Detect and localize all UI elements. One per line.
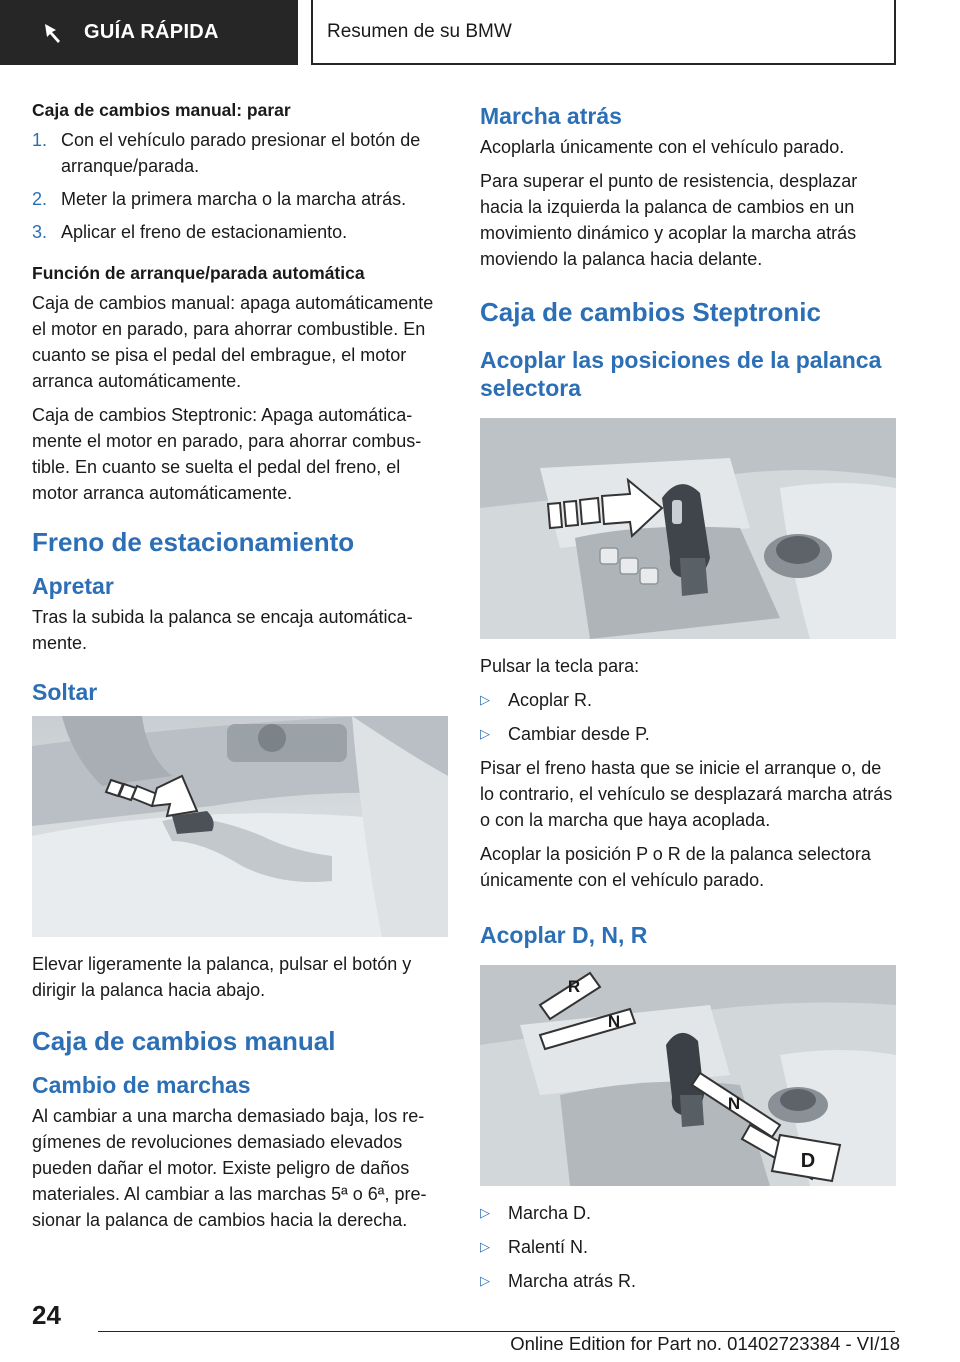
list-item xyxy=(480,687,896,713)
shifting-title: Cambio de marchas xyxy=(32,1072,251,1098)
list-item-text: Ralentí N. xyxy=(508,1237,589,1257)
list-item-text: Acoplar R. xyxy=(508,690,593,710)
left-column xyxy=(32,100,448,1241)
brake-text: Pisar el freno hasta que se inicie el arranque o, de lo contrario, el vehículo se desplazará marcha atrás o con la marcha que haya acoplada. xyxy=(480,758,893,830)
figure-label-n-upper: N xyxy=(607,1012,621,1031)
pointer-icon xyxy=(42,22,64,44)
list-item xyxy=(480,721,896,747)
step-text: Con el vehículo parado presionar el botón de arranque/parada. xyxy=(61,130,421,176)
triangle-bullet-icon: ▷ xyxy=(480,692,490,707)
pr-text: Acoplar la posición P o R de la palanca selectora únicamente con el vehículo parado. xyxy=(480,844,871,890)
apply-title: Apretar xyxy=(32,573,114,599)
list-item-text: Cambiar desde P. xyxy=(508,724,650,744)
figure-label-n-lower: N xyxy=(727,1094,741,1113)
selector-lever-illustration xyxy=(480,418,896,639)
reverse-paragraph-2: Para superar el punto de resistencia, desplazar hacia la izquierda la palanca de cambios en un movimiento dinámico y acoplar la marcha atrás moviendo la palanca hacia delante. xyxy=(480,171,858,269)
page-number: 24 xyxy=(32,1300,61,1330)
auto-start-paragraph-2: Caja de cambios Steptronic: Apaga automáticamente el motor en parado, para ahorrar combustible. En cuanto se suelta el pedal del freno, el motor arranca automáticamente. xyxy=(32,405,422,503)
handbrake-illustration xyxy=(32,716,448,937)
list-item-text: Marcha atrás R. xyxy=(508,1271,637,1291)
dnr-illustration xyxy=(480,965,896,1186)
dnr-list xyxy=(480,1200,896,1294)
list-item xyxy=(480,1234,896,1260)
triangle-bullet-icon: ▷ xyxy=(480,1205,490,1220)
release-title: Soltar xyxy=(32,679,98,705)
triangle-bullet-icon: ▷ xyxy=(480,1239,490,1254)
reverse-title: Marcha atrás xyxy=(480,103,622,129)
chapter-title: Resumen de su BMW xyxy=(311,0,896,65)
manual-stop-steps xyxy=(32,127,448,245)
auto-start-paragraph-1: Caja de cambios manual: apaga automáticamente el motor en parado, para ahorrar combustible. En cuanto se pisa el pedal del embrague, el motor arranca automáticamente. xyxy=(32,293,434,391)
steptronic-title: Caja de cambios Steptronic xyxy=(480,297,821,327)
footer-divider xyxy=(98,1331,895,1332)
triangle-bullet-icon: ▷ xyxy=(480,726,490,741)
list-item xyxy=(32,186,448,212)
footer-edition: Online Edition for Part no. 01402723384 - VI/18 xyxy=(510,1333,900,1354)
list-item xyxy=(480,1200,896,1226)
list-item xyxy=(32,219,448,245)
step-text: Meter la primera marcha o la marcha atrás. xyxy=(61,189,407,209)
press-key-text: Pulsar la tecla para: xyxy=(480,656,640,676)
figure-label-r: R xyxy=(567,977,581,996)
reverse-paragraph-1: Acoplarla únicamente con el vehículo parado. xyxy=(480,137,845,157)
step-number: 3. xyxy=(32,222,48,242)
figure-label-d: D xyxy=(800,1150,816,1172)
selector-title: Acoplar las posiciones de la palanca selectora xyxy=(480,347,882,401)
right-column xyxy=(480,100,896,1302)
release-text: Elevar ligeramente la palanca, pulsar el botón y dirigir la palanca hacia abajo. xyxy=(32,954,412,1000)
list-item xyxy=(32,127,448,179)
step-number: 2. xyxy=(32,189,48,209)
step-number: 1. xyxy=(32,130,48,150)
list-item-text: Marcha D. xyxy=(508,1203,592,1223)
dnr-title: Acoplar D, N, R xyxy=(480,922,648,948)
parking-brake-title: Freno de estacionamiento xyxy=(32,527,355,557)
section-tab[interactable] xyxy=(0,0,298,65)
press-key-list xyxy=(480,687,896,747)
manual-stop-heading: Caja de cambios manual: parar xyxy=(32,100,291,120)
step-text: Aplicar el freno de estacionamiento. xyxy=(61,222,348,242)
manual-gearbox-title: Caja de cambios manual xyxy=(32,1026,336,1056)
section-label: GUÍA RÁPIDA xyxy=(84,21,219,43)
auto-start-heading: Función de arranque/parada automática xyxy=(32,263,365,283)
list-item xyxy=(480,1268,896,1294)
triangle-bullet-icon: ▷ xyxy=(480,1273,490,1288)
shifting-text: Al cambiar a una marcha demasiado baja, los regímenes de revoluciones demasiado elevados pueden dañar el motor. Existe peligro de daños materiales. Al cambiar a las marchas 5ª o 6ª, presionar la palanca de cambios hacia la derecha. xyxy=(32,1106,427,1230)
apply-text: Tras la subida la palanca se encaja automáticamente. xyxy=(32,607,413,653)
